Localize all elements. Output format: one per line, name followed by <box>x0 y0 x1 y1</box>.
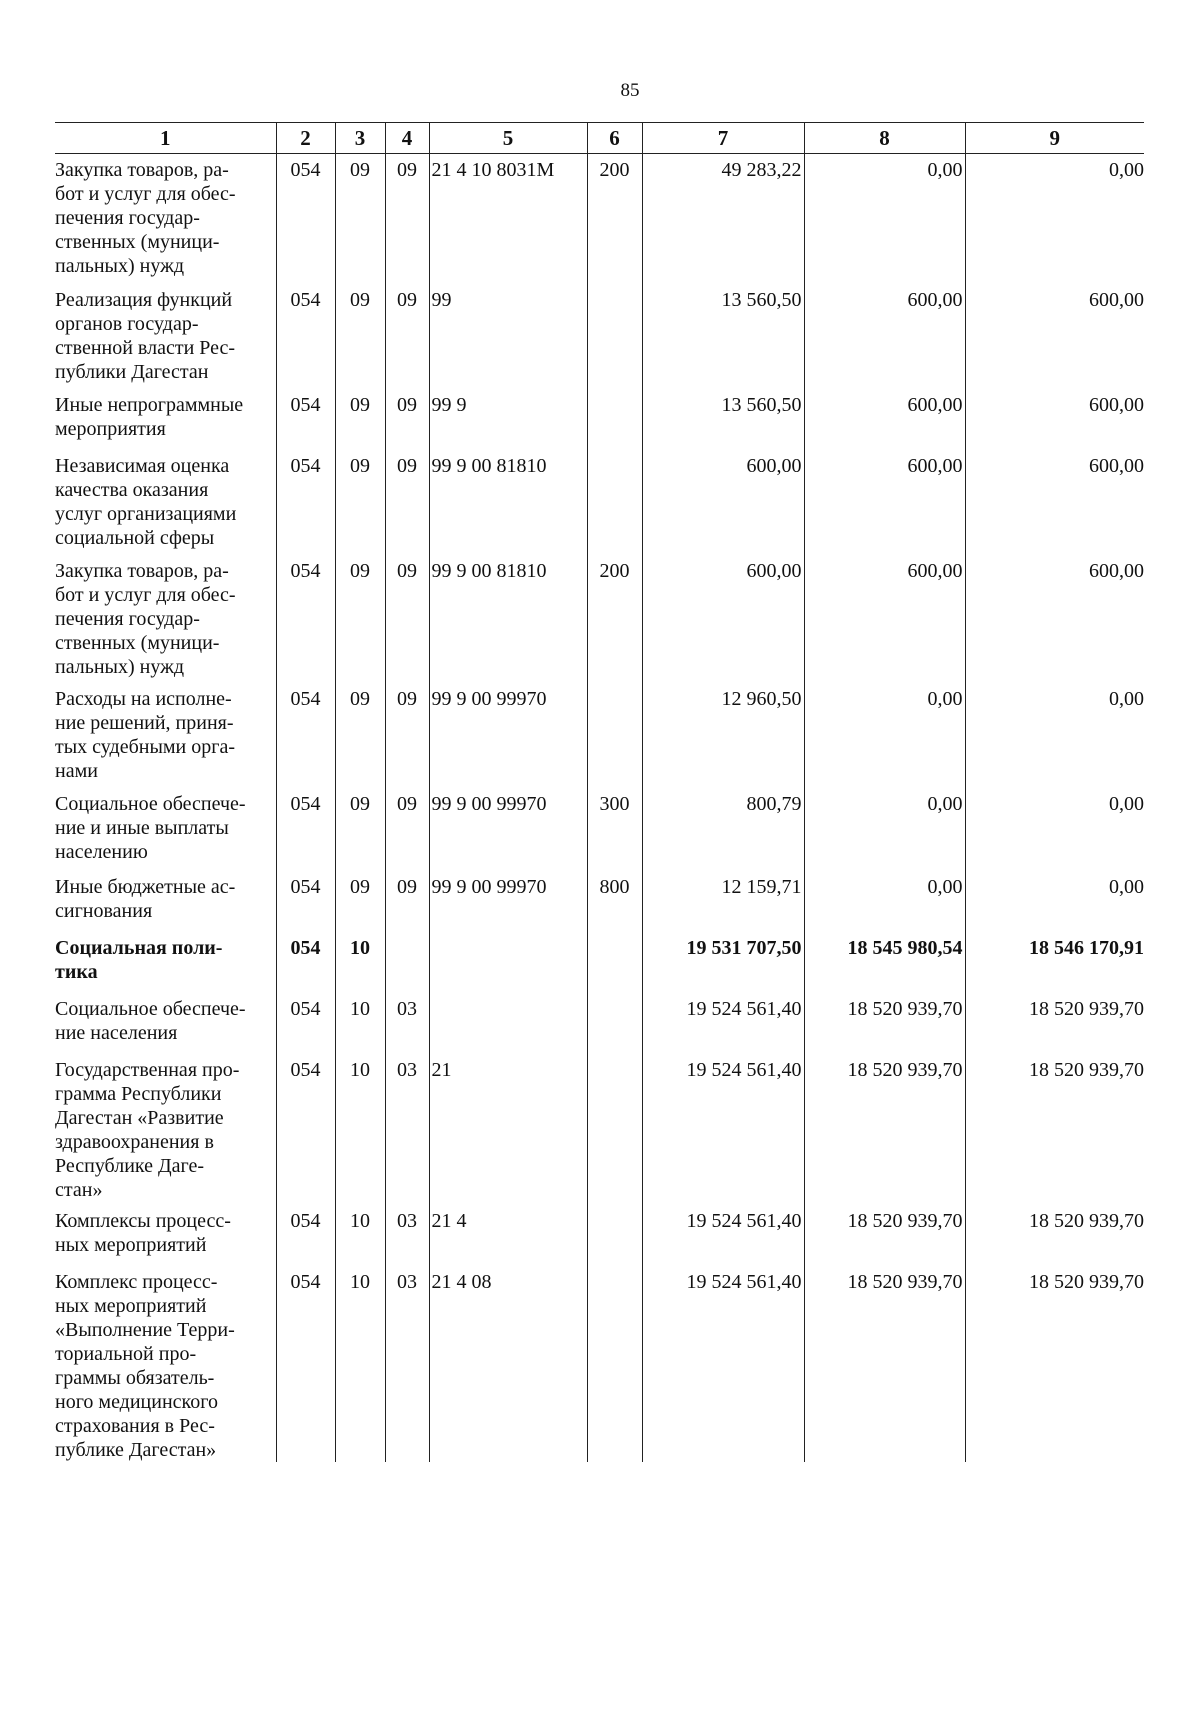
code-cell-2: 054 <box>276 284 335 389</box>
code-cell-3: 09 <box>335 154 385 284</box>
amount-cell-8: 0,00 <box>804 683 965 788</box>
amount-cell-7: 600,00 <box>642 450 804 555</box>
code-cell-6 <box>587 1266 642 1462</box>
column-header: 2 <box>276 123 335 154</box>
code-cell-3: 09 <box>335 683 385 788</box>
column-header: 3 <box>335 123 385 154</box>
code-cell-4: 03 <box>385 993 429 1054</box>
page-number: 85 <box>620 80 640 101</box>
table-row <box>55 993 1144 1054</box>
code-cell-2: 054 <box>276 450 335 555</box>
code-cell-4: 03 <box>385 1054 429 1205</box>
amount-cell-8: 600,00 <box>804 450 965 555</box>
column-header: 4 <box>385 123 429 154</box>
row-name-cell: Социальное обеспече- ние населения <box>55 997 246 1044</box>
amount-cell-9: 600,00 <box>965 389 1144 450</box>
amount-cell-7: 19 531 707,50 <box>642 932 804 993</box>
amount-cell-7: 13 560,50 <box>642 389 804 450</box>
column-header: 9 <box>965 123 1144 154</box>
amount-cell-7: 12 960,50 <box>642 683 804 788</box>
code-cell-5: 21 <box>429 1054 587 1205</box>
table-row <box>55 1205 1144 1266</box>
row-name-cell: Расходы на исполне- ние решений, приня- тых судебными орга- нами <box>55 687 235 782</box>
table-row <box>55 1054 1144 1205</box>
code-cell-4: 09 <box>385 389 429 450</box>
code-cell-5 <box>429 993 587 1054</box>
code-cell-5: 21 4 08 <box>429 1266 587 1462</box>
amount-cell-7: 19 524 561,40 <box>642 1266 804 1462</box>
code-cell-6 <box>587 683 642 788</box>
amount-cell-8: 0,00 <box>804 154 965 284</box>
code-cell-6 <box>587 993 642 1054</box>
code-cell-3: 09 <box>335 284 385 389</box>
row-name-cell: Комплексы процесс- ных мероприятий <box>55 1209 231 1256</box>
code-cell-2: 054 <box>276 993 335 1054</box>
code-cell-6: 300 <box>587 788 642 871</box>
amount-cell-8: 18 545 980,54 <box>804 932 965 993</box>
column-header: 7 <box>642 123 804 154</box>
code-cell-4: 09 <box>385 871 429 932</box>
amount-cell-8: 18 520 939,70 <box>804 1266 965 1462</box>
row-name-cell: Закупка товаров, ра- бот и услуг для обес- печения государ- ственных (муници- пальных) нужд <box>55 559 236 678</box>
code-cell-2: 054 <box>276 1205 335 1266</box>
code-cell-4: 09 <box>385 154 429 284</box>
code-cell-2: 054 <box>276 154 335 284</box>
code-cell-2: 054 <box>276 871 335 932</box>
row-name-cell: Государственная про- грамма Республики Дагестан «Развитие здравоохранения в Республике Даге- стан» <box>55 1058 240 1201</box>
table-row <box>55 871 1144 932</box>
amount-cell-9: 18 520 939,70 <box>965 993 1144 1054</box>
code-cell-2: 054 <box>276 932 335 993</box>
code-cell-2: 054 <box>276 555 335 683</box>
amount-cell-7: 19 524 561,40 <box>642 993 804 1054</box>
code-cell-6 <box>587 389 642 450</box>
table-row <box>55 1266 1144 1462</box>
row-name-cell: Иные непрограммные мероприятия <box>55 393 244 440</box>
amount-cell-8: 0,00 <box>804 788 965 871</box>
row-name-cell: Социальное обеспече- ние и иные выплаты населению <box>55 792 246 863</box>
amount-cell-9: 0,00 <box>965 154 1144 284</box>
code-cell-6 <box>587 450 642 555</box>
row-name-cell: Закупка товаров, ра- бот и услуг для обес- печения государ- ственных (муници- пальных) нужд <box>55 159 236 277</box>
code-cell-5: 99 9 00 99970 <box>429 871 587 932</box>
code-cell-4: 09 <box>385 555 429 683</box>
row-name-cell: Реализация функций органов государ- ственной власти Рес- публики Дагестан <box>55 288 236 383</box>
amount-cell-9: 18 520 939,70 <box>965 1266 1144 1462</box>
code-cell-4: 09 <box>385 284 429 389</box>
table-row <box>55 555 1144 683</box>
amount-cell-7: 12 159,71 <box>642 871 804 932</box>
column-header: 1 <box>55 123 276 154</box>
column-header: 5 <box>429 123 587 154</box>
code-cell-5: 21 4 <box>429 1205 587 1266</box>
amount-cell-8: 600,00 <box>804 389 965 450</box>
table-row <box>55 284 1144 389</box>
code-cell-3: 10 <box>335 1205 385 1266</box>
table-row <box>55 788 1144 871</box>
row-name-cell: Иные бюджетные ас- сигнования <box>55 875 236 922</box>
budget-table <box>55 122 1144 1462</box>
row-name-cell: Комплекс процесс- ных мероприятий «Выполнение Терри- ториальной про- граммы обязатель- ного медицинского страхования в Рес- публике Дагестан» <box>55 1270 235 1461</box>
code-cell-6 <box>587 284 642 389</box>
amount-cell-9: 18 520 939,70 <box>965 1054 1144 1205</box>
amount-cell-7: 19 524 561,40 <box>642 1054 804 1205</box>
amount-cell-7: 600,00 <box>642 555 804 683</box>
code-cell-5: 21 4 10 8031M <box>429 154 587 284</box>
amount-cell-7: 13 560,50 <box>642 284 804 389</box>
code-cell-5: 99 <box>429 284 587 389</box>
code-cell-4: 09 <box>385 683 429 788</box>
code-cell-4: 03 <box>385 1205 429 1266</box>
code-cell-3: 10 <box>335 993 385 1054</box>
amount-cell-7: 49 283,22 <box>642 154 804 284</box>
row-name-cell: Независимая оценка качества оказания услуг организациями социальной сферы <box>55 454 237 549</box>
code-cell-4: 03 <box>385 1266 429 1462</box>
amount-cell-8: 18 520 939,70 <box>804 1054 965 1205</box>
code-cell-3: 09 <box>335 788 385 871</box>
code-cell-2: 054 <box>276 1054 335 1205</box>
code-cell-5: 99 9 00 99970 <box>429 788 587 871</box>
code-cell-6 <box>587 1205 642 1266</box>
table-row <box>55 389 1144 450</box>
amount-cell-8: 18 520 939,70 <box>804 1205 965 1266</box>
code-cell-2: 054 <box>276 683 335 788</box>
code-cell-4: 09 <box>385 450 429 555</box>
code-cell-5: 99 9 00 99970 <box>429 683 587 788</box>
amount-cell-9: 18 520 939,70 <box>965 1205 1144 1266</box>
amount-cell-9: 0,00 <box>965 788 1144 871</box>
code-cell-6 <box>587 1054 642 1205</box>
table-row <box>55 683 1144 788</box>
code-cell-2: 054 <box>276 389 335 450</box>
code-cell-3: 09 <box>335 450 385 555</box>
row-name-cell: Социальная поли- тика <box>55 936 223 983</box>
code-cell-5: 99 9 00 81810 <box>429 450 587 555</box>
code-cell-3: 10 <box>335 932 385 993</box>
code-cell-2: 054 <box>276 788 335 871</box>
table-row <box>55 932 1144 993</box>
code-cell-6: 200 <box>587 555 642 683</box>
code-cell-5: 99 9 00 81810 <box>429 555 587 683</box>
code-cell-2: 054 <box>276 1266 335 1462</box>
amount-cell-9: 0,00 <box>965 683 1144 788</box>
code-cell-6 <box>587 932 642 993</box>
table-row <box>55 450 1144 555</box>
table-header-row <box>55 123 1144 154</box>
table-body <box>55 154 1144 1462</box>
code-cell-5 <box>429 932 587 993</box>
amount-cell-9: 600,00 <box>965 555 1144 683</box>
amount-cell-7: 800,79 <box>642 788 804 871</box>
amount-cell-9: 600,00 <box>965 284 1144 389</box>
amount-cell-8: 600,00 <box>804 555 965 683</box>
amount-cell-7: 19 524 561,40 <box>642 1205 804 1266</box>
code-cell-3: 09 <box>335 555 385 683</box>
amount-cell-9: 18 546 170,91 <box>965 932 1144 993</box>
code-cell-4: 09 <box>385 788 429 871</box>
amount-cell-8: 18 520 939,70 <box>804 993 965 1054</box>
code-cell-3: 10 <box>335 1266 385 1462</box>
amount-cell-9: 600,00 <box>965 450 1144 555</box>
code-cell-3: 09 <box>335 389 385 450</box>
amount-cell-8: 600,00 <box>804 284 965 389</box>
code-cell-3: 09 <box>335 871 385 932</box>
code-cell-6: 800 <box>587 871 642 932</box>
column-header: 6 <box>587 123 642 154</box>
code-cell-6: 200 <box>587 154 642 284</box>
code-cell-3: 10 <box>335 1054 385 1205</box>
table-row <box>55 154 1144 284</box>
code-cell-4 <box>385 932 429 993</box>
amount-cell-8: 0,00 <box>804 871 965 932</box>
amount-cell-9: 0,00 <box>965 871 1144 932</box>
column-header: 8 <box>804 123 965 154</box>
code-cell-5: 99 9 <box>429 389 587 450</box>
